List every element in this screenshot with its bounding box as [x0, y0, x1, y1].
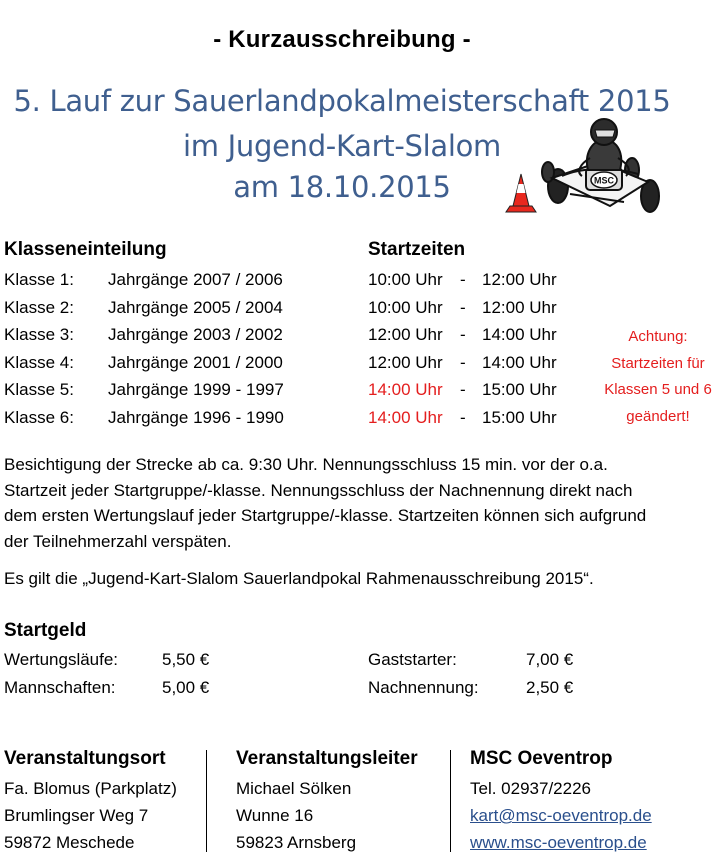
class-years: Jahrgänge 2005 / 2004: [108, 297, 283, 317]
notice-line: geändert!: [626, 407, 690, 425]
club-email-link[interactable]: kart@msc-oeventrop.de: [470, 806, 652, 825]
start-times-heading: Startzeiten: [368, 239, 466, 260]
class-row: [4, 349, 594, 377]
venue-heading: Veranstaltungsort: [4, 748, 166, 769]
end-time: 12:00 Uhr: [482, 270, 557, 289]
time-separator: -: [460, 270, 466, 289]
organizer-line: Wunne 16: [236, 806, 314, 825]
info-line: Besichtigung der Strecke ab ca. 9:30 Uhr. Nennungsschluss 15 min. vor der o.a.: [4, 455, 608, 474]
start-time: 14:00 Uhr: [368, 380, 443, 399]
time-separator: -: [460, 297, 466, 317]
kart-logo-text: MSC: [594, 175, 614, 186]
fee-value-nachnennung: 2,50 €: [526, 678, 574, 697]
rules-paragraph: Es gilt die „Jugend-Kart-Slalom Sauerlandpokal Rahmenausschreibung 2015“.: [4, 569, 594, 588]
class-years: Jahrgänge 1999 - 1997: [108, 380, 284, 399]
class-row: [4, 294, 594, 322]
notice-line: Achtung:: [628, 328, 688, 345]
headline-line-1: 5. Lauf zur Sauerlandpokalmeisterschaft 2015: [13, 84, 671, 118]
class-row: [4, 404, 594, 432]
fee-label-mannschaften: Mannschaften:: [4, 678, 116, 697]
end-time: 14:00 Uhr: [482, 325, 557, 344]
end-time: 15:00 Uhr: [482, 407, 557, 427]
start-time: 10:00 Uhr: [368, 270, 443, 289]
column-divider: [450, 750, 451, 852]
classes-heading: Klasseneinteilung: [4, 239, 167, 260]
class-years: Jahrgänge 2001 / 2000: [108, 352, 283, 372]
class-label: Klasse 2:: [4, 297, 74, 317]
venue-line: Fa. Blomus (Parkplatz): [4, 779, 177, 798]
info-line: Startzeit jeder Startgruppe/-klasse. Nennungsschluss der Nachnennung direkt nach: [4, 480, 633, 500]
end-time: 14:00 Uhr: [482, 352, 557, 372]
organizer-line: 59823 Arnsberg: [236, 833, 357, 852]
class-row: [4, 266, 594, 294]
fees-heading: Startgeld: [4, 620, 87, 641]
fee-label-wertungslaeufe: Wertungsläufe:: [4, 650, 119, 669]
notice-line: Startzeiten für: [611, 354, 705, 372]
club-heading: MSC Oeventrop: [470, 748, 613, 769]
venue-line: Brumlingser Weg 7: [4, 806, 149, 825]
traffic-cone-icon: [506, 174, 536, 212]
info-paragraph: [4, 452, 704, 554]
notice-changed-times: [596, 324, 720, 430]
club-phone: Tel. 02937/2226: [470, 779, 591, 798]
time-separator: -: [460, 407, 466, 427]
document-title: - Kurzausschreibung -: [213, 26, 471, 53]
class-row: [4, 321, 594, 349]
driver-icon: [579, 119, 629, 176]
class-row: [4, 376, 594, 404]
venue-line: 59872 Meschede: [4, 833, 135, 852]
info-line: der Teilnehmerzahl verspäten.: [4, 531, 232, 551]
info-line: dem ersten Wertungslauf jeder Startgruppe/-klasse. Startzeiten können sich aufgrund: [4, 506, 647, 525]
organizer-heading: Veranstaltungsleiter: [236, 748, 418, 769]
fee-value-wertungslaeufe: 5,50 €: [162, 650, 210, 669]
fee-value-mannschaften: 5,00 €: [162, 678, 210, 697]
fee-label-gaststarter: Gaststarter:: [368, 650, 457, 669]
class-label: Klasse 4:: [4, 352, 74, 372]
msc-badge: [591, 172, 617, 188]
headline-line-2: im Jugend-Kart-Slalom: [183, 129, 501, 163]
organizer-line: Michael Sölken: [236, 779, 352, 798]
fee-value-gaststarter: 7,00 €: [526, 650, 574, 669]
class-label: Klasse 3:: [4, 325, 74, 344]
class-years: Jahrgänge 2007 / 2006: [108, 270, 283, 289]
start-time: 14:00 Uhr: [368, 407, 443, 427]
end-time: 12:00 Uhr: [482, 297, 557, 317]
class-label: Klasse 1:: [4, 270, 74, 289]
start-time: 12:00 Uhr: [368, 352, 443, 372]
class-years: Jahrgänge 1996 - 1990: [108, 407, 284, 427]
headline-line-3: am 18.10.2015: [233, 170, 451, 204]
start-time: 12:00 Uhr: [368, 325, 443, 344]
club-website-link[interactable]: www.msc-oeventrop.de: [470, 833, 647, 852]
class-label: Klasse 5:: [4, 380, 74, 399]
class-label: Klasse 6:: [4, 407, 74, 427]
start-time: 10:00 Uhr: [368, 297, 443, 317]
fee-label-nachnennung: Nachnennung:: [368, 678, 479, 697]
time-separator: -: [460, 352, 466, 372]
column-divider: [206, 750, 207, 852]
end-time: 15:00 Uhr: [482, 380, 557, 399]
class-years: Jahrgänge 2003 / 2002: [108, 325, 283, 344]
time-separator: -: [460, 325, 466, 344]
notice-line: Klassen 5 und 6: [604, 381, 712, 398]
kart-driver-illustration: [500, 118, 662, 218]
time-separator: -: [460, 380, 466, 399]
